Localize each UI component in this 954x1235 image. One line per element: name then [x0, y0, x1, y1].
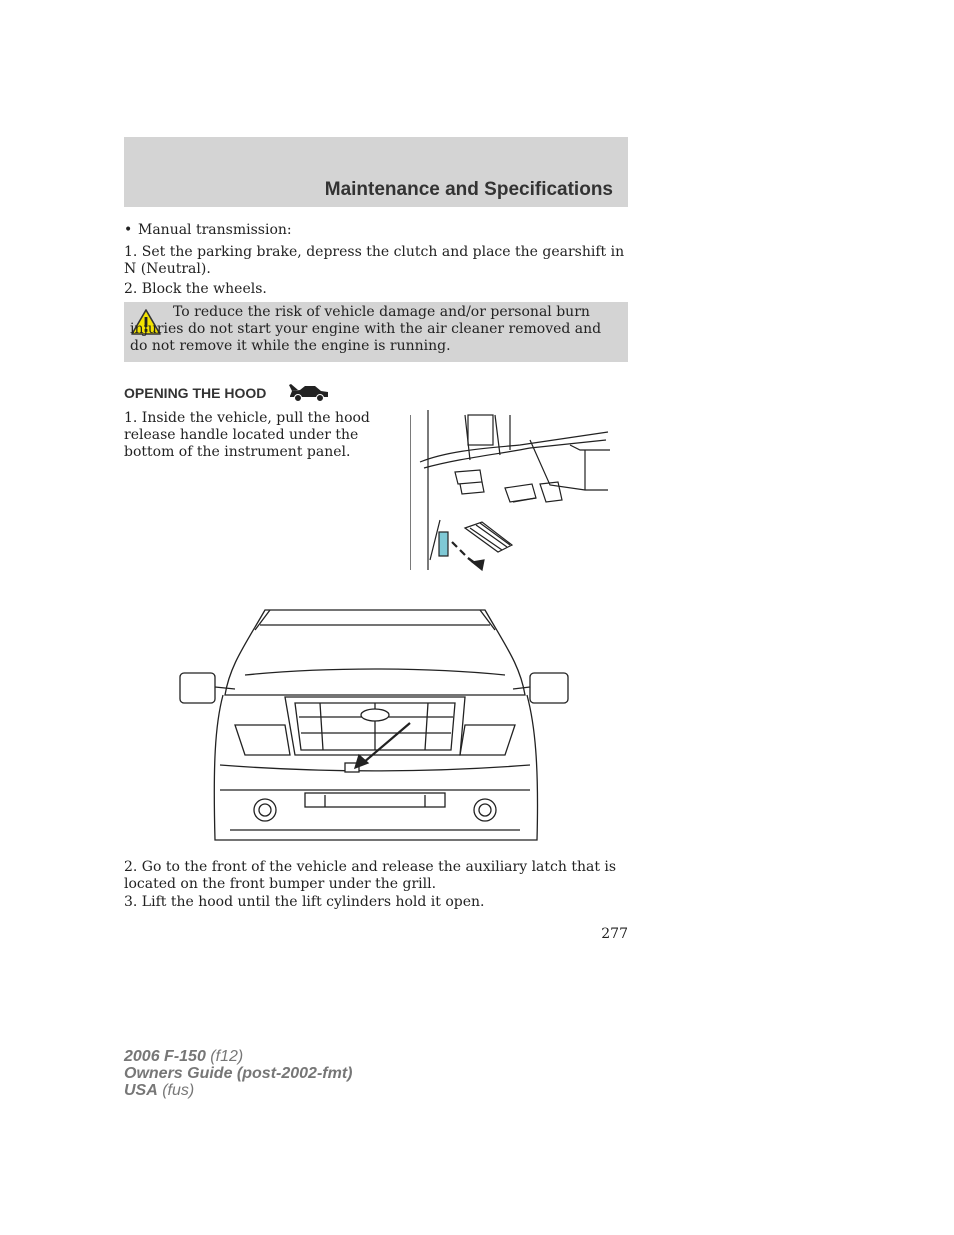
footer-model: 2006 F-150	[124, 1048, 206, 1065]
page-title: Maintenance and Specifications	[324, 179, 613, 200]
warning-text: To reduce the risk of vehicle damage and/or personal burn injuries do not start your engine with the air cleaner removed and do not remove it while the engine is running.	[130, 304, 602, 354]
footer-guide: Owners Guide (post-2002-fmt)	[124, 1065, 353, 1082]
warning-box	[124, 302, 628, 362]
step-pull-release: 1. Inside the vehicle, pull the hood release handle located under the bottom of the instrument panel.	[124, 410, 370, 460]
footer-model-code: (f12)	[205, 1048, 244, 1065]
bullet-item	[124, 222, 628, 239]
car-hood-open-icon	[288, 383, 330, 403]
header-band	[124, 137, 628, 207]
step-block-wheels: 2. Block the wheels.	[124, 281, 267, 297]
footer-line-market	[124, 1082, 352, 1099]
step-park-brake: 1. Set the parking brake, depress the clutch and place the gearshift in N (Neutral).	[124, 244, 625, 277]
footer-line-guide	[124, 1065, 352, 1082]
hood-release-illustration	[410, 410, 610, 575]
footer-market-code: (fus)	[157, 1082, 195, 1099]
footer-market: USA	[124, 1082, 158, 1099]
step-release-latch: 2. Go to the front of the vehicle and release the auxiliary latch that is located on the front bumper under the grill.	[124, 859, 617, 892]
footer-line-model	[124, 1048, 352, 1065]
section-heading: OPENING THE HOOD	[124, 385, 267, 401]
bullet-text: Manual transmission:	[138, 222, 292, 238]
truck-front-illustration	[175, 605, 575, 845]
bullet-dot: •	[124, 222, 133, 238]
step-lift-hood: 3. Lift the hood until the lift cylinders hold it open.	[124, 894, 485, 910]
page-number: 277	[601, 926, 628, 942]
footer	[124, 1048, 352, 1099]
